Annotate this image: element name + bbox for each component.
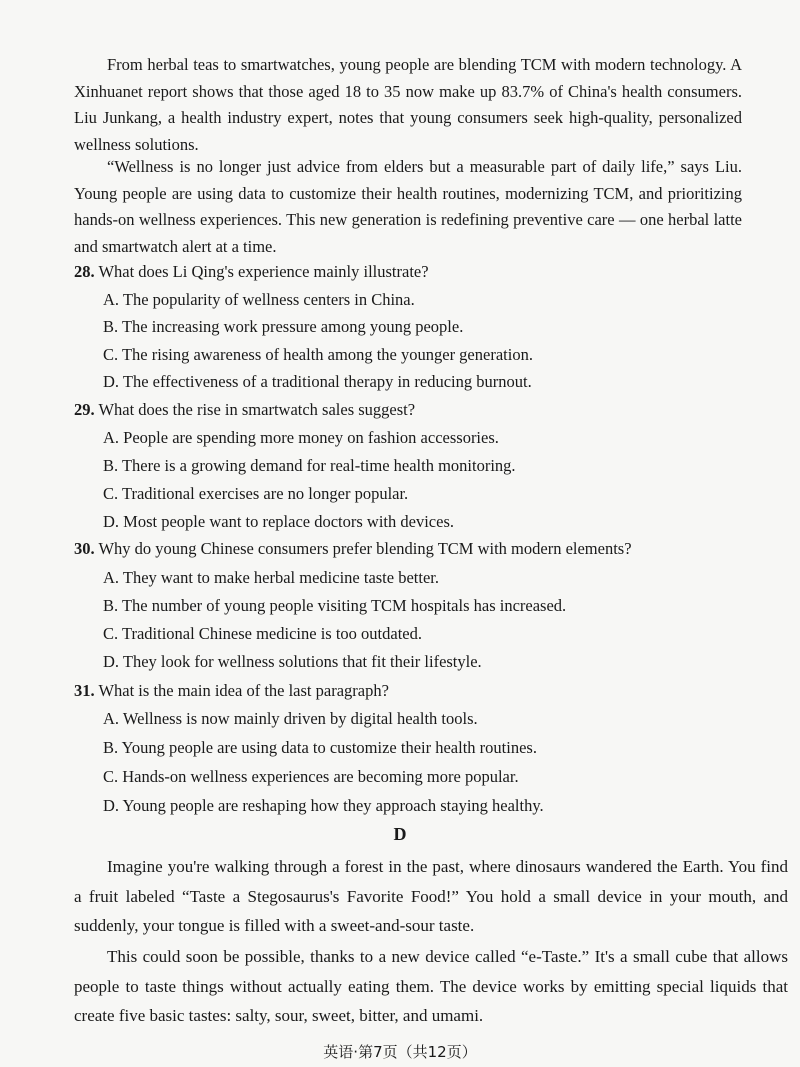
- question-30: [74, 539, 632, 559]
- passage-c-paragraph-2: “Wellness is no longer just advice from elders but a measurable part of daily life,” says Liu. Young people are using data to customize their health routines, modernizing TCM, and prioritizing hands-on wellness experiences. This new generation is redefining preventive care — one herbal latte and smartwatch alert at a time.: [74, 157, 742, 256]
- question-31-option-c: C. Hands-on wellness experiences are becoming more popular.: [103, 767, 519, 786]
- question-30-option-a: A. They want to make herbal medicine taste better.: [103, 568, 439, 587]
- question-28-option-b: B. The increasing work pressure among young people.: [103, 317, 464, 336]
- section-d-heading: D: [393, 824, 407, 844]
- section-d-paragraph-2: This could soon be possible, thanks to a new device called “e-Taste.” It's a small cube that allows people to taste things without actually eating them. The device works by emitting special liquids that create five basic tastes: salty, sour, sweet, bitter, and umami.: [74, 947, 788, 1025]
- question-number: 30.: [74, 539, 95, 558]
- question-28-option-d: D. The effectiveness of a traditional therapy in reducing burnout.: [103, 372, 532, 391]
- question-29-option-b: B. There is a growing demand for real-time health monitoring.: [103, 456, 516, 475]
- question-29: [74, 400, 415, 420]
- question-31-option-b: B. Young people are using data to customize their health routines.: [103, 738, 537, 757]
- question-30-option-c: C. Traditional Chinese medicine is too outdated.: [103, 624, 422, 643]
- section-d-paragraph-1: Imagine you're walking through a forest in the past, where dinosaurs wandered the Earth. You find a fruit labeled “Taste a Stegosaurus's Favorite Food!” You hold a small device in your mouth, and suddenly, your tongue is filled with a sweet-and-sour taste.: [74, 857, 788, 935]
- question-29-option-d: D. Most people want to replace doctors with devices.: [103, 512, 454, 531]
- question-text: What does the rise in smartwatch sales suggest?: [98, 400, 416, 419]
- question-31: [74, 681, 389, 701]
- question-28-option-c: C. The rising awareness of health among the younger generation.: [103, 345, 533, 364]
- question-number: 31.: [74, 681, 95, 700]
- question-31-option-a: A. Wellness is now mainly driven by digital health tools.: [103, 709, 478, 728]
- page-footer: 英语·第7页（共12页）: [323, 1043, 477, 1061]
- question-text: What is the main idea of the last paragraph?: [98, 681, 389, 700]
- question-28-option-a: A. The popularity of wellness centers in China.: [103, 290, 415, 309]
- question-30-option-d: D. They look for wellness solutions that fit their lifestyle.: [103, 652, 482, 671]
- question-29-option-a: A. People are spending more money on fashion accessories.: [103, 428, 499, 447]
- question-text: Why do young Chinese consumers prefer blending TCM with modern elements?: [98, 539, 632, 558]
- passage-c-paragraph-1: From herbal teas to smartwatches, young people are blending TCM with modern technology. A Xinhuanet report shows that those aged 18 to 35 now make up 83.7% of China's health consumers. Liu Junkang, a health industry expert, notes that young consumers seek high-quality, personalized wellness solutions.: [74, 55, 742, 154]
- question-31-option-d: D. Young people are reshaping how they approach staying healthy.: [103, 796, 544, 815]
- question-29-option-c: C. Traditional exercises are no longer popular.: [103, 484, 409, 503]
- question-number: 28.: [74, 262, 95, 281]
- question-30-option-b: B. The number of young people visiting TCM hospitals has increased.: [103, 596, 567, 615]
- question-number: 29.: [74, 400, 95, 419]
- question-28: [74, 262, 429, 282]
- question-text: What does Li Qing's experience mainly illustrate?: [98, 262, 429, 281]
